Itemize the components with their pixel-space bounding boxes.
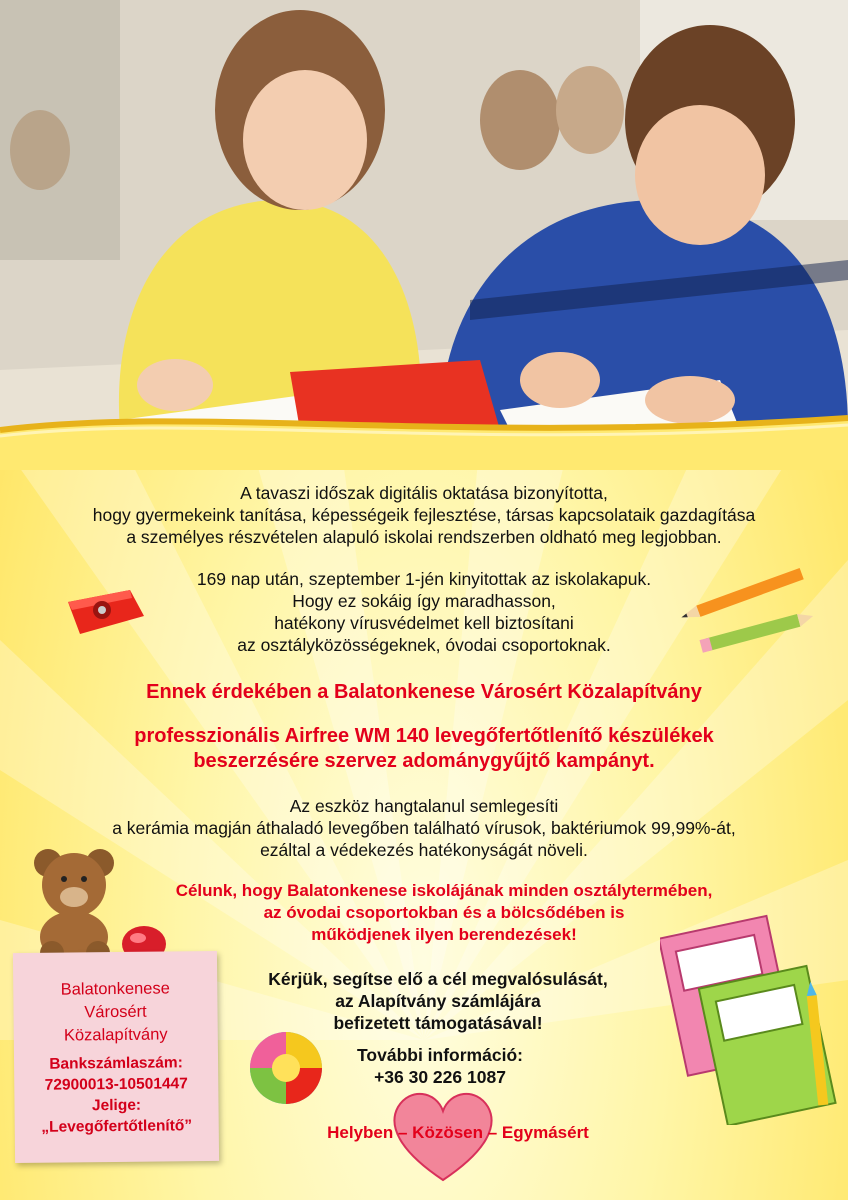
pencil-sharpener-icon <box>60 580 150 640</box>
motto: „Levegőfertőtlenítő” <box>41 1117 193 1136</box>
request-line: Kérjük, segítse elő a cél megvalósulását, <box>268 969 608 989</box>
ball-icon <box>248 1030 324 1106</box>
wave-divider <box>0 400 848 470</box>
pencils-icon <box>676 566 816 662</box>
device-line: Az eszköz hangtalanul semlegesíti <box>289 796 559 816</box>
info-label: További információ: <box>357 1045 523 1065</box>
reopen-line: az osztályközösségeknek, óvodai csoportoknak. <box>237 635 611 655</box>
motto-label: Jelige: <box>91 1096 142 1115</box>
headline-line: Ennek érdekében a Balatonkenese Városért Közalapítvány <box>146 681 702 703</box>
slogan-text: Helyben – Közösen – Egymásért <box>327 1123 589 1142</box>
bank-number: 72900013-10501447 <box>44 1075 188 1094</box>
request-line: az Alapítvány számlájára <box>335 991 541 1011</box>
bank-label: Bankszámlaszám: <box>49 1054 183 1073</box>
school-children-photo <box>0 0 848 430</box>
reopen-line: 169 nap után, szeptember 1-jén kinyitottak az iskolakapuk. <box>196 569 652 589</box>
headline-foundation <box>0 680 848 705</box>
note-org-line: Balatonkenese <box>60 979 170 999</box>
headline-line: beszerzésére szervez adománygyűjtő kampányt. <box>193 750 655 772</box>
device-line: a kerámia magján áthaladó levegőben található vírusok, baktériumok 99,99%-át, <box>112 818 736 838</box>
goal-line: az óvodai csoportokban és a bölcsődében is <box>263 903 625 922</box>
intro-line: A tavaszi időszak digitális oktatása bizonyította, <box>240 483 608 503</box>
goal-line: Célunk, hogy Balatonkenese iskolájának minden osztálytermében, <box>175 881 713 900</box>
notebooks-icon <box>660 905 840 1125</box>
intro-line: a személyes részvételen alapuló iskolai rendszerben oldható meg legjobban. <box>126 527 722 547</box>
note-org-line: Városért <box>84 1002 147 1022</box>
note-org-line: Közalapítvány <box>63 1025 168 1045</box>
reopen-line: hatékony vírusvédelmet kell biztosítani <box>274 613 574 633</box>
reopen-line: Hogy ez sokáig így maradhasson, <box>292 591 556 611</box>
device-line: ezáltal a védekezés hatékonyságát növeli. <box>260 840 588 860</box>
donation-note <box>13 951 219 1163</box>
headline-line: professzionális Airfree WM 140 levegőfertőtlenítő készülékek <box>134 725 714 747</box>
phone-number: +36 30 226 1087 <box>374 1067 506 1087</box>
intro-text <box>0 482 848 548</box>
goal-line: működjenek ilyen berendezések! <box>311 925 577 944</box>
headline-campaign <box>0 724 848 774</box>
intro-line: hogy gyermekeink tanítása, képességeik fejlesztése, társas kapcsolataik gazdagítása <box>92 505 756 525</box>
request-line: befizetett támogatásával! <box>333 1013 543 1033</box>
